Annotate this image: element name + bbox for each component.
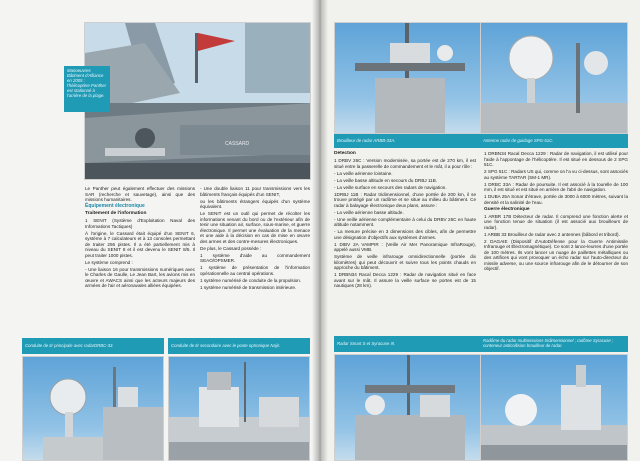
spg51c-radar-photo — [480, 22, 628, 134]
paragraph: 1 ARBR 17B Détecteur de radar. Il comprend une fonction alerte et une fonction tenue de situation (il est associé aux brouilleurs de radar). — [484, 213, 628, 230]
section-heading: Guerre électronique — [484, 206, 530, 212]
paragraph: 1 ARBB 33 Brouilleur de radar avec 2 antennes (bâbord et tribord). — [484, 231, 620, 237]
caption-right-top-left — [334, 134, 484, 148]
paragraph: - Une veille aérienne complémentaire à celui du DRBV 26C en haute altitude notamment. — [334, 216, 476, 227]
paragraph: 2 SPG 51C : Radars US qui, comme on l'a vu ci-dessus, sont associés au système TARTAR (SM-1 MR). — [484, 169, 628, 180]
paragraph: 1 DUBA 25A Sonar d'étrave, portée de 3000 à 6000 mètres, suivant la densité et la salinité de l'eau. — [484, 194, 628, 205]
optronic-director-photo — [168, 356, 310, 461]
paragraph: Système de veille infrarouge omnidirectionnelle (portée dix kilomètres) qui peut découvrir et suivre tous les points chauds en approche du bâtiment. — [334, 254, 476, 270]
paragraph: - Une double liaison 11 pour transmissions vers les bâtiments français équipés d'un SENIT, — [200, 186, 310, 197]
paragraph: - La veille surface en secours des radars de navigation. — [334, 184, 447, 190]
right-column-2 — [484, 151, 628, 334]
paragraph: 1 DRBC 33A : Radar de poursuite. Il est associé à la tourelle de 100 mm, il est situé et est situé en arrière de l'abri de navigation. — [484, 181, 628, 192]
caption-bottom-right-text: Conduite de tir secondaire avec le poste optronique Najir. — [171, 343, 281, 348]
hull-marking-text: CASSARD — [225, 141, 250, 147]
left-column-1 — [85, 186, 195, 324]
paragraph: Le Panther peut également effectuer des missions SAR (recherche et sauvetage), ainsi que des missions humanitaires. — [85, 186, 195, 202]
fire-control-radar-photo — [22, 356, 164, 461]
left-column-2 — [200, 186, 310, 324]
paragraph: 1 DRBV 26C : Version modernisée, sa portée est de 270 km, il est situé entre la passerelle de commandement et le mât, il a pour rôle : — [334, 158, 476, 169]
caption-bottom-left — [22, 338, 164, 354]
optronic-illustration — [169, 357, 310, 461]
paragraph: 1 DRBN34 Racal Decca 1229 : Radar de navigation, il est utilisé pour l'aide à l'appontage de l'hélicoptère. Il est situé en dessous de 2 SPG 51C. — [484, 151, 628, 167]
ship-deck-illustration — [85, 23, 311, 180]
left-page — [0, 0, 318, 461]
paragraph: 1 système numérisé de conduite de la propulsion. — [200, 277, 302, 283]
caption-right-bottom-right-text: Radôme du radar multimissions tridimensionnel ; radôme Syracuse ; conteneur anticollision brouilleur de radar. — [483, 338, 614, 348]
right-page — [322, 0, 640, 461]
ship-deck-photo — [84, 22, 311, 180]
paragraph: - La mesure précise en 3 dimensions des cibles, afin de permettre une désignation d'objectifs aux systèmes d'armes. — [334, 229, 476, 240]
right-column-1 — [334, 151, 476, 334]
caption-right-top-left-text: Brouilleur de radar ARBB-33A. — [337, 138, 396, 143]
smart-s-radar-photo — [334, 354, 484, 461]
paragraph: ou les bâtiments étrangers équipés d'un système équivalent. — [200, 198, 310, 209]
jammer-illustration — [335, 23, 484, 134]
paragraph: 1 DIBV 2A VAMPIR : (Veille Air Mer Panoramique InfraRouge), appelé aussi VMB. — [334, 241, 476, 252]
paragraph: À l'origine, le Cassard était équipé d'un SENIT 6, système à 7 calculateurs et à 13 consoles permettant de traiter 256 pistes. Il a été partiellement mis à niveau du SENIT 8 et il est devenu le SENIT 8/5. Il peut traiter 1000 pistes. — [85, 230, 195, 258]
section-heading: Équipement électronique — [85, 203, 145, 209]
caption-right-bottom-left — [334, 336, 484, 352]
paragraph: 1 système de présentation de l'information opérationnelle au central opérations. — [200, 265, 310, 276]
section-heading: Détection — [334, 151, 356, 156]
paragraph: - La veille basse altitude en secours du DRBJ 11B. — [334, 177, 438, 183]
paragraph: 1 SENIT (Système d'Exploitation Naval des Informations Tactiques) — [85, 218, 195, 229]
paragraph: Le SENIT est un outil qui permet de récolter les informations venant du bord ou de l'extérieur afin de tenir une situation air, surface, sous-marine, et guerre électronique. Il permet une évaluation de la menace et une aide à la décision en cas de mise en œuvre des armes et des contre-mesures électroniques. — [200, 211, 310, 244]
paragraph: - Une liaison 16 pour transmissions numériques avec le Charles de Gaulle, Le Jean Bart, les avions mis en œuvre et AWACS ainsi que les acteurs majeurs des armées de l'air et aéronavales alliées équipées. — [85, 266, 195, 288]
smart-s-illustration — [335, 355, 484, 461]
caption-right-top-right-text: Antenne radar de guidage SPG-51C. — [483, 138, 554, 143]
caption-bottom-left-text: Conduite de tir principale avec radarDRBC-33. — [25, 343, 114, 348]
paragraph: 1 système d'aide au commandement SEAO/OPSMER. — [200, 252, 310, 263]
paragraph: - La veille aérienne basse altitude. — [334, 209, 404, 215]
caption-right-bottom-left-text: Radar Smart S et Syracuse III. — [337, 341, 396, 346]
radome-photo — [480, 354, 628, 461]
book-gutter — [312, 0, 328, 461]
paragraph: Le système comprend : — [85, 259, 133, 265]
radar-jammer-photo — [334, 22, 484, 134]
spg51c-illustration — [481, 23, 628, 134]
caption-top-left — [64, 66, 110, 112]
radome-illustration — [481, 355, 628, 461]
caption-right-bottom-right — [480, 336, 628, 352]
caption-top-left-text: Manoeuvres Bâtiment d'Alliance en 2005 : l'hélicoptère Panther est stationné à l'arrière de la plage. — [67, 68, 107, 98]
paragraph: 1DRBJ 11B : Radar tridimensionnel, d'une portée de 200 km, il se trouve protégé par un radôme et se situe au milieu du bâtiment. Ce radar à balayage électronique deux plans, assure : — [334, 191, 476, 208]
caption-right-top-right — [480, 134, 628, 148]
caption-bottom-right — [168, 338, 310, 354]
paragraph: 2 DAGAIE (Dispositif d'AutoDéfense pour la Guerre Antimissile Infrarouge et Électromagnétique). Ce sont 2 lance-leurres d'une portée de 100 mètres. Ils vont lancer un nuage de paillettes métalliques ou des artifices qui vont provoquer un écho radar sur l'auto-directeur du missile adverse, ou une source infrarouge afin de le détourner de son objectif. — [484, 238, 628, 271]
subsection-heading: Traitement de l'information — [85, 211, 147, 216]
paragraph: 1 système numérisé de transmission intérieure. — [200, 284, 297, 290]
paragraph: - La veille aérienne lointaine. — [334, 170, 393, 176]
paragraph: 1 DRBN34 Racal Decca 1229 : Radar de navigation situé en face avant sur le mât. Il assure la veille surface se portes est de 15 nautiques (28 km). — [334, 272, 476, 288]
paragraph: De plus, le Cassard possède : — [200, 245, 262, 251]
radar-illustration — [23, 357, 164, 461]
